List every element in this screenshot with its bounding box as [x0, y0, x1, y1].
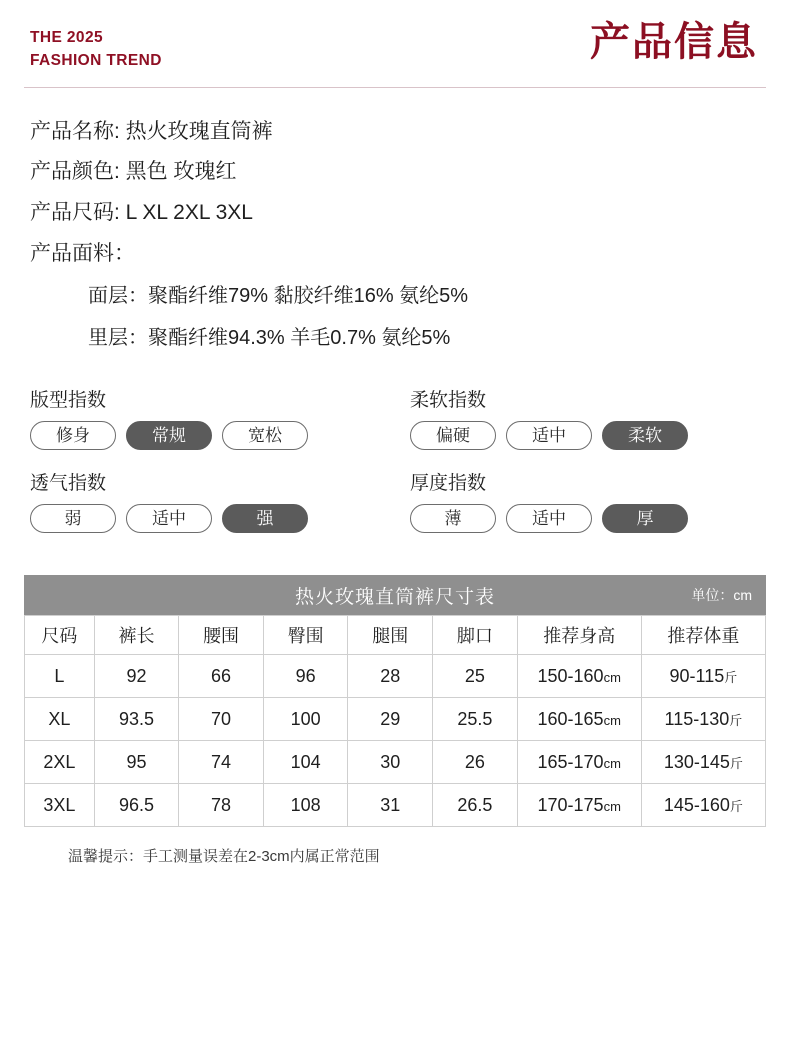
cell-height-value: 150-160 [537, 665, 604, 686]
meter-group-breathability [30, 468, 380, 533]
cell-weight-unit: 斤 [729, 798, 743, 814]
meter-title-softness: 柔软指数 [410, 390, 487, 412]
cell-hip: 108 [263, 784, 348, 827]
cell-size: XL [25, 698, 95, 741]
table-row [25, 784, 766, 827]
spec-product-size: 产品尺码: L XL 2XL 3XL [30, 201, 253, 225]
cell-waist: 66 [179, 655, 264, 698]
header-waist: 腰围 [179, 616, 264, 655]
spec-fabric-label: 产品面料： [30, 242, 135, 266]
cell-hem: 25 [433, 655, 518, 698]
cell-weight-unit: 斤 [729, 712, 743, 728]
spec-fabric-outer: 面层：聚酯纤维79% 黏胶纤维16% 氨纶5% [88, 285, 469, 308]
cell-thigh: 29 [348, 698, 433, 741]
brand-tagline-line2: FASHION TREND [30, 52, 162, 70]
cell-size: 2XL [25, 741, 95, 784]
measurement-footnote: 温馨提示：手工测量误差在2-3cm内属正常范围 [68, 848, 380, 866]
spec-product-name: 产品名称: 热火玫瑰直筒裤 [30, 119, 273, 143]
cell-weight [641, 698, 765, 741]
cell-height [517, 655, 641, 698]
brand-tagline-line1: THE 2025 [30, 29, 103, 46]
cell-weight-unit: 斤 [724, 669, 738, 685]
cell-height-unit: cm [603, 712, 621, 728]
meter-title-breathability: 透气指数 [30, 473, 107, 495]
cell-height-value: 170-175 [537, 794, 604, 815]
meter-option-thickness-1[interactable]: 适中 [506, 504, 592, 533]
cell-weight [641, 655, 765, 698]
header-height: 推荐身高 [517, 616, 641, 655]
cell-hem: 26 [433, 741, 518, 784]
spec-list [0, 88, 790, 360]
cell-length: 92 [94, 655, 179, 698]
cell-hip: 100 [263, 698, 348, 741]
cell-length: 93.5 [94, 698, 179, 741]
header-length: 裤长 [94, 616, 179, 655]
cell-hip: 96 [263, 655, 348, 698]
header-size: 尺码 [25, 616, 95, 655]
cell-thigh: 31 [348, 784, 433, 827]
meter-title-fit: 版型指数 [30, 390, 107, 412]
page-title: 产品信息 [590, 19, 758, 64]
table-row [25, 655, 766, 698]
cell-height [517, 741, 641, 784]
cell-height-unit: cm [603, 755, 621, 771]
cell-height-value: 160-165 [537, 708, 604, 729]
cell-height-unit: cm [603, 669, 621, 685]
cell-height [517, 698, 641, 741]
spec-fabric-inner: 里层：聚酯纤维94.3% 羊毛0.7% 氨纶5% [88, 327, 451, 350]
cell-size: L [25, 655, 95, 698]
meter-option-softness-2[interactable]: 柔软 [602, 421, 688, 450]
table-row [25, 698, 766, 741]
cell-size: 3XL [25, 784, 95, 827]
cell-weight-value: 115-130 [664, 708, 730, 729]
size-table-title: 热火玫瑰直筒裤尺寸表 [294, 586, 495, 608]
size-table-header-row [25, 616, 766, 655]
meter-option-breathability-0[interactable]: 弱 [30, 504, 116, 533]
cell-length: 96.5 [94, 784, 179, 827]
meter-title-thickness: 厚度指数 [410, 473, 487, 495]
spec-product-color: 产品颜色: 黑色 玫瑰红 [30, 160, 237, 184]
size-table-title-bar [24, 575, 766, 615]
cell-weight-unit: 斤 [729, 755, 743, 771]
meter-options-fit [30, 421, 380, 450]
cell-waist: 78 [179, 784, 264, 827]
meter-option-thickness-0[interactable]: 薄 [410, 504, 496, 533]
cell-hip: 104 [263, 741, 348, 784]
meter-option-breathability-1[interactable]: 适中 [126, 504, 212, 533]
cell-thigh: 28 [348, 655, 433, 698]
index-meters [0, 385, 790, 533]
meter-options-thickness [410, 504, 760, 533]
cell-weight-value: 130-145 [663, 751, 730, 772]
meter-option-fit-0[interactable]: 修身 [30, 421, 116, 450]
meter-group-softness [410, 385, 760, 450]
meter-option-softness-1[interactable]: 适中 [506, 421, 592, 450]
meter-option-fit-1[interactable]: 常规 [126, 421, 212, 450]
cell-hem: 25.5 [433, 698, 518, 741]
cell-waist: 70 [179, 698, 264, 741]
header-thigh: 腿围 [348, 616, 433, 655]
cell-weight-value: 145-160 [663, 794, 730, 815]
cell-length: 95 [94, 741, 179, 784]
header-weight: 推荐体重 [641, 616, 765, 655]
brand-tagline [30, 22, 162, 73]
cell-waist: 74 [179, 741, 264, 784]
meter-options-breathability [30, 504, 380, 533]
cell-thigh: 30 [348, 741, 433, 784]
meter-option-fit-2[interactable]: 宽松 [222, 421, 308, 450]
table-row [25, 741, 766, 784]
size-table-unit: 单位：cm [691, 587, 752, 604]
size-table-section [24, 575, 766, 866]
meter-group-thickness [410, 468, 760, 533]
cell-height [517, 784, 641, 827]
page-header [0, 0, 790, 87]
meter-group-fit [30, 385, 380, 450]
meter-option-softness-0[interactable]: 偏硬 [410, 421, 496, 450]
header-hem: 脚口 [433, 616, 518, 655]
cell-height-value: 165-170 [537, 751, 604, 772]
cell-hem: 26.5 [433, 784, 518, 827]
cell-weight [641, 741, 765, 784]
meter-options-softness [410, 421, 760, 450]
cell-height-unit: cm [603, 798, 621, 814]
size-table [24, 615, 766, 827]
meter-option-thickness-2[interactable]: 厚 [602, 504, 688, 533]
meter-option-breathability-2[interactable]: 强 [222, 504, 308, 533]
cell-weight-value: 90-115 [669, 665, 725, 686]
cell-weight [641, 784, 765, 827]
header-hip: 臀围 [263, 616, 348, 655]
